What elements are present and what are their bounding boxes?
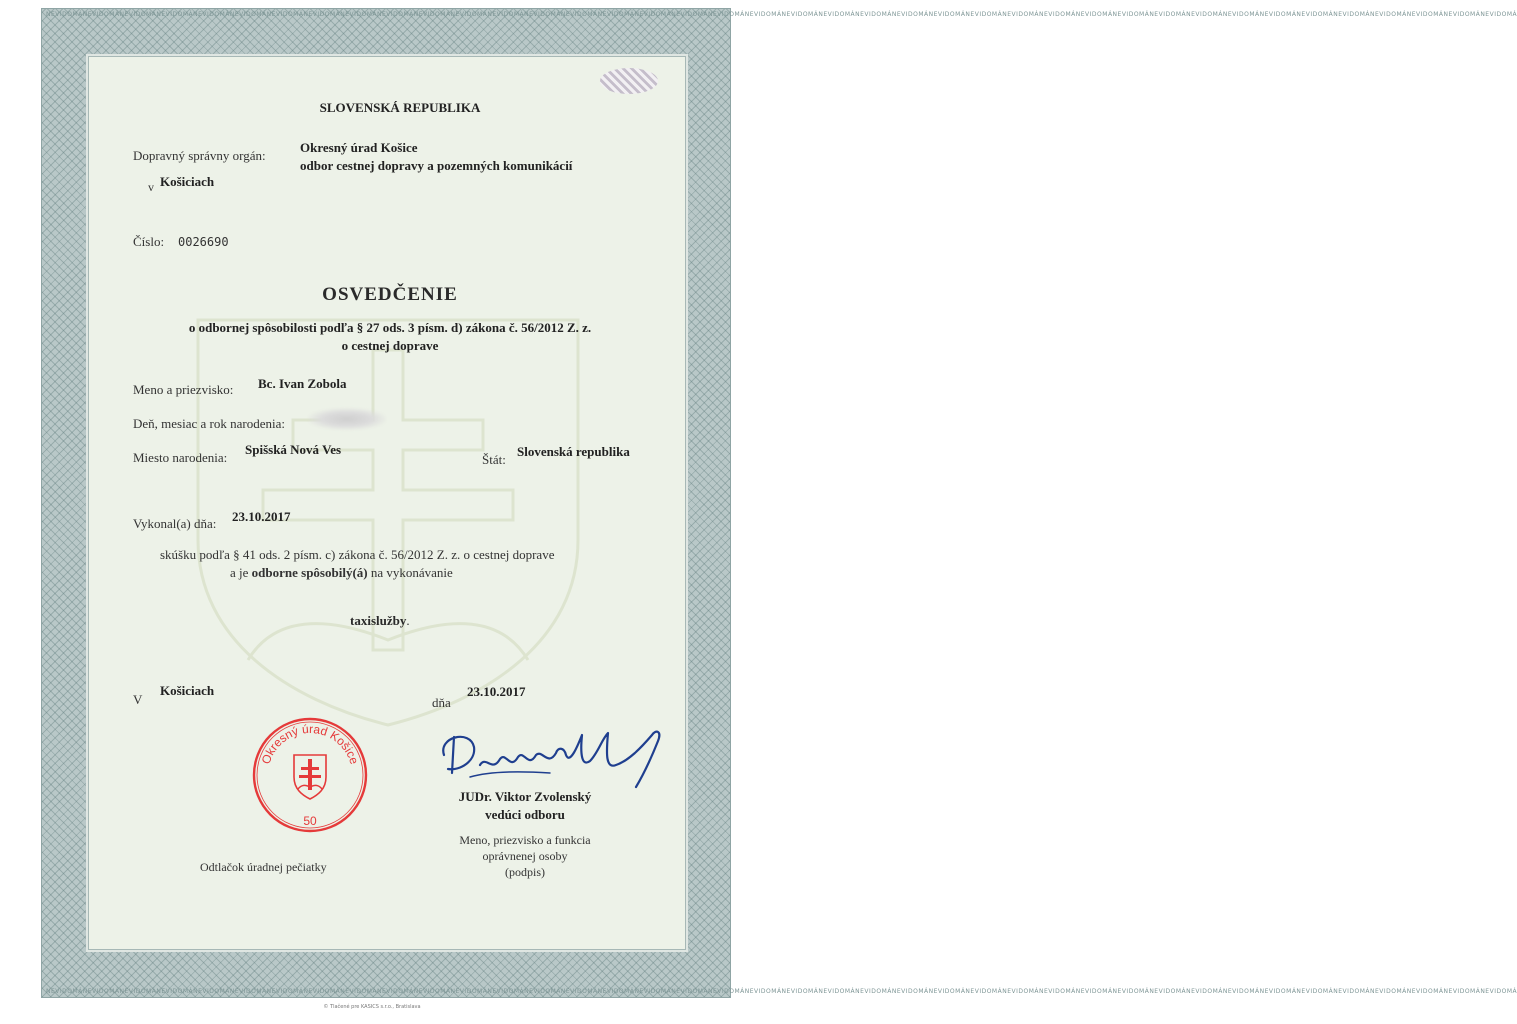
issue-date-value: 23.10.2017 — [467, 684, 526, 699]
official-stamp — [250, 715, 370, 835]
signatory-caption-1: Meno, priezvisko a funkcia — [459, 833, 591, 847]
exam-date-label: Vykonal(a) dňa: — [133, 516, 217, 531]
number-value: 0026690 — [178, 235, 229, 249]
border-microtext-top: NEVIDOMÁNEVIDOMÁNEVIDOMÁNEVIDOMÁNEVIDOMÁNEVIDOMÁNEVIDOMÁNEVIDOMÁNEVIDOMÁNEVIDOMÁNEVIDOMÁNEVIDOMÁNEVIDOMÁNEVIDOMÁNEVIDOMÁNEVIDOMÁNEVIDOMÁNEVIDOMÁNEVIDOMÁNEVIDOMÁNEVIDOMÁNEVIDOMÁNEVIDOMÁNEVIDOMÁNEVIDOMÁNEVIDOMÁNEVIDOMÁNEVIDOMÁNEVIDOMÁNEVIDOMÁNEVIDOMÁNEVIDOMÁNEVIDOMÁNEVIDOMÁNEVIDOMÁNEVIDOMÁNEVIDOMÁNEVIDOMÁNEVIDOMÁNEVIDOMÁ — [46, 11, 1517, 18]
issue-date-label: dňa — [432, 695, 451, 710]
document-subtitle-1: o odbornej spôsobilosti podľa § 27 ods. 3 písm. d) zákona č. 56/2012 Z. z. — [188, 320, 592, 335]
exam-text-1: skúšku podľa § 41 ods. 2 písm. c) zákona č. 56/2012 Z. z. o cestnej doprave — [160, 547, 555, 562]
stamp-caption: Odtlačok úradnej pečiatky — [200, 860, 327, 874]
hologram-sticker — [600, 68, 658, 94]
authority-label: Dopravný správny orgán: — [133, 148, 266, 163]
signatory-name: JUDr. Viktor Zvolenský — [458, 789, 592, 804]
exam-text-2 — [230, 565, 453, 581]
issue-city: Košiciach — [160, 683, 215, 698]
border-microtext-bottom: NEVIDOMÁNEVIDOMÁNEVIDOMÁNEVIDOMÁNEVIDOMÁNEVIDOMÁNEVIDOMÁNEVIDOMÁNEVIDOMÁNEVIDOMÁNEVIDOMÁNEVIDOMÁNEVIDOMÁNEVIDOMÁNEVIDOMÁNEVIDOMÁNEVIDOMÁNEVIDOMÁNEVIDOMÁNEVIDOMÁNEVIDOMÁNEVIDOMÁNEVIDOMÁNEVIDOMÁNEVIDOMÁNEVIDOMÁNEVIDOMÁNEVIDOMÁNEVIDOMÁNEVIDOMÁNEVIDOMÁNEVIDOMÁNEVIDOMÁNEVIDOMÁNEVIDOMÁNEVIDOMÁNEVIDOMÁNEVIDOMÁNEVIDOMÁNEVIDOMÁ — [46, 988, 1517, 995]
exam-service-suffix: . — [406, 613, 410, 628]
handwritten-signature — [430, 725, 670, 795]
authority-department: odbor cestnej dopravy a pozemných komunikácií — [300, 158, 573, 173]
dob-label: Deň, mesiac a rok narodenia: — [133, 416, 285, 431]
dob-redacted — [308, 408, 386, 430]
document-title: OSVEDČENIE — [322, 284, 458, 305]
exam-text-2-prefix: a je — [230, 565, 249, 580]
authority-city: Košiciach — [160, 174, 215, 189]
exam-service — [350, 613, 410, 629]
issue-in-prefix: V — [133, 692, 143, 707]
document-subtitle-2: o cestnej doprave — [341, 338, 439, 353]
number-label: Číslo: — [133, 234, 165, 249]
stamp-number: 50 — [303, 814, 317, 828]
state-label: Štát: — [482, 452, 506, 467]
signatory-caption-3: (podpis) — [505, 865, 545, 879]
exam-service-name: taxislužby — [350, 613, 407, 628]
exam-text-2-suffix: na vykonávanie — [370, 565, 453, 580]
print-note: © Tlačené pre KASICS s.r.o., Bratislava — [323, 1004, 421, 1010]
country-heading: SLOVENSKÁ REPUBLIKA — [319, 100, 481, 115]
signatory-role: vedúci odboru — [485, 807, 565, 822]
exam-text-2-bold: odborne spôsobilý(á) — [251, 565, 368, 580]
state-value: Slovenská republika — [517, 444, 630, 459]
name-value: Bc. Ivan Zobola — [258, 376, 347, 391]
exam-date-value: 23.10.2017 — [232, 509, 291, 524]
stamp-shield-icon — [294, 755, 326, 799]
pob-label: Miesto narodenia: — [133, 450, 228, 465]
name-label: Meno a priezvisko: — [133, 382, 234, 397]
pob-value: Spišská Nová Ves — [245, 442, 342, 457]
signatory-caption-2: oprávnenej osoby — [482, 849, 568, 863]
authority-name: Okresný úrad Košice — [300, 140, 418, 155]
stamp-text: Okresný úrad Košice — [258, 721, 362, 766]
authority-in-prefix: v — [148, 180, 154, 194]
